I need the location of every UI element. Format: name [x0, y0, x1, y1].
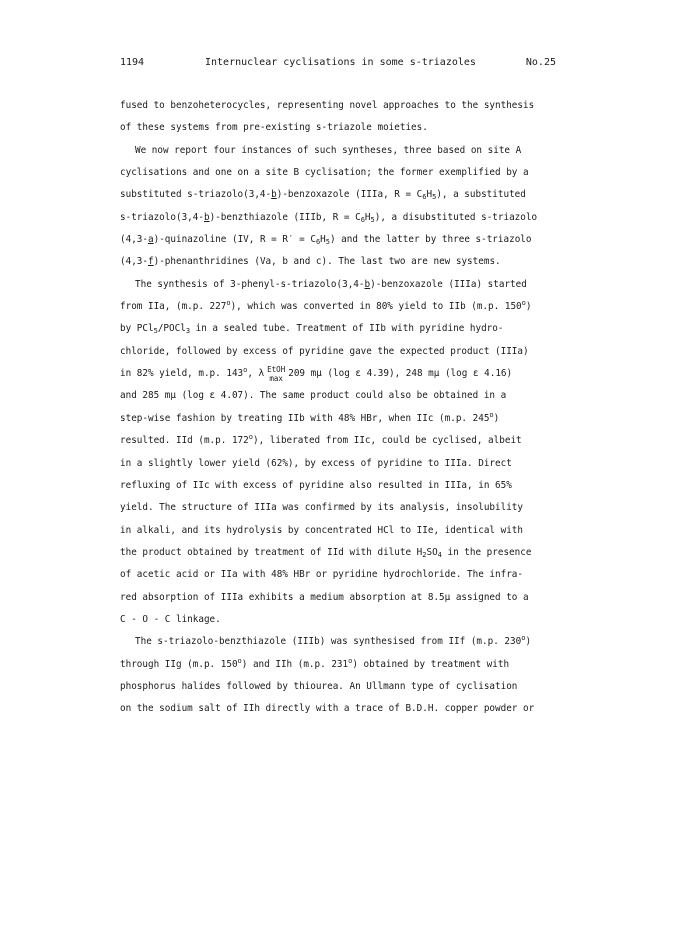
text-line: step-wise fashion by treating IIb with 48% HBr, when IIc (m.p. 245$^o$)	[120, 410, 500, 424]
page-number: 1194	[120, 57, 145, 68]
text-line: C - O - C linkage.	[120, 613, 221, 625]
text-line: from IIa, (m.p. 227$^o$), which was converted in 80% yield to IIb (m.p. 150$^o$)	[120, 299, 532, 313]
text-line: and 285 mμ (log ε 4.07). The same product could also be obtained in a	[120, 390, 507, 402]
text-line: The s-triazolo-benzthiazole (IIIb) was synthesised from IIf (m.p. 230$^o$)	[135, 634, 532, 648]
article-body	[120, 95, 560, 721]
text-line: We now report four instances of such syntheses, three based on site A	[135, 144, 522, 156]
issue-number: No.25	[525, 57, 556, 68]
text-line: of these systems from pre-existing s-triazole moieties.	[120, 122, 428, 134]
text-line: by PCl$_5$/POCl$_3$ in a sealed tube. Treatment of IIb with pyridine hydro-	[120, 323, 504, 336]
text-line: on the sodium salt of IIh directly with a trace of B.D.H. copper powder or	[120, 703, 535, 715]
text-line: in alkali, and its hydrolysis by concentrated HCl to IIe, identical with	[120, 524, 523, 536]
text-line: The synthesis of 3-phenyl-s-triazolo(3,4-b)-benzoxazole (IIIa) started	[135, 278, 527, 290]
text-line: yield. The structure of IIIa was confirmed by its analysis, insolubility	[120, 502, 523, 514]
text-line: of acetic acid or IIa with 48% HBr or pyridine hydrochloride. The infra-	[120, 569, 523, 581]
text-line: phosphorus halides followed by thiourea. An Ullmann type of cyclisation	[120, 680, 518, 692]
text-line: the product obtained by treatment of IId with dilute $H_2SO_4$ in the presence	[120, 546, 532, 559]
running-header	[120, 57, 558, 71]
text-line: (4,3-a)-quinazoline (IV, $R = R' = C_6H_5$) and the latter by three s-triazolo	[120, 234, 532, 247]
text-line: fused to benzoheterocycles, representing novel approaches to the synthesis	[120, 100, 535, 111]
text-line: cyclisations and one on a site B cyclisation; the former exemplified by a	[120, 167, 529, 179]
text-line: in a slightly lower yield (62%), by excess of pyridine to IIIa. Direct	[120, 457, 512, 469]
text-line: red absorption of IIIa exhibits a medium absorption at 8.5μ assigned to a	[120, 591, 529, 603]
running-title: Internuclear cyclisations in some s-triazoles	[205, 57, 476, 68]
text-line: chloride, followed by excess of pyridine gave the expected product (IIIa)	[120, 345, 529, 357]
text-line: (4,3-f)-phenanthridines (Va, b and c). The last two are new systems.	[120, 256, 501, 268]
text-line: refluxing of IIc with excess of pyridine also resulted in IIIa, in 65%	[120, 479, 512, 491]
text-line: resulted. IId (m.p. 172$^o$), liberated from IIc, could be cyclised, albeit	[120, 433, 522, 447]
text-line: in 82% yield, m.p. 143$^o$, λ EtOH max 209 mμ (log ε 4.39), 248 mμ (log ε 4.16)	[120, 364, 513, 383]
text-line: substituted s-triazolo(3,4-b)-benzoxazole (IIIa, $R = C_6H_5$), a substituted	[120, 189, 526, 202]
text-line: through IIg (m.p. 150$^o$) and IIh (m.p. 231$^o$) obtained by treatment with	[120, 656, 510, 670]
text-line: s-triazolo(3,4-b)-benzthiazole (IIIb, $R = C_6H_5$), a disubstituted s-triazolo	[120, 211, 538, 224]
